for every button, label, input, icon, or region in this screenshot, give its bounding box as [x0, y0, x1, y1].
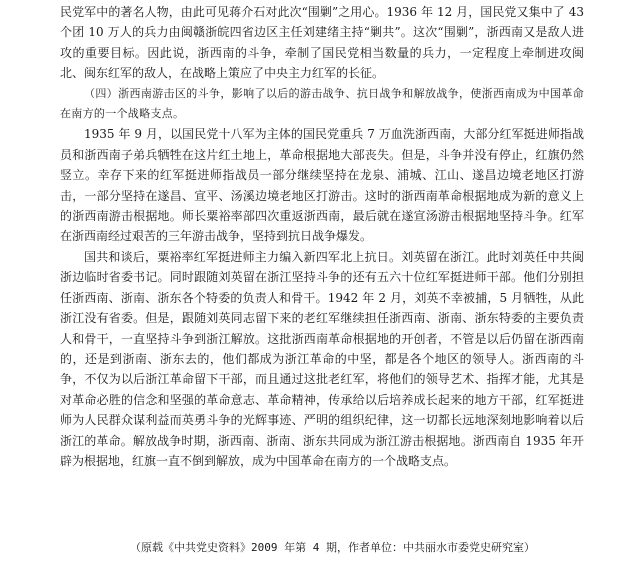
article-body — [60, 2, 584, 471]
paragraph-continued: 民党军中的著名人物，由此可见蒋介石对此次“围剿”之用心。1936 年 12 月，国民党又集中了 43 个团 10 万人的兵力由闽赣浙皖四省边区主任刘建绪主持“剿共”。这次“围剿”，浙西南又是敌人进攻的重要目标。因此说，浙西南的斗争，牵制了国民党相当数量的兵力，一定程度上牵制进攻闽北、闽东红军的敌人，在战略上策应了中央主力红军的长征。 — [60, 5, 584, 81]
section-subheading: （四）浙西南游击区的斗争，影响了以后的游击战争、抗日战争和解放战争，使浙西南成为中国革命在南方的一个战略支点。 — [60, 86, 584, 121]
source-citation: （原载《中共党史资料》2009 年第 4 期，作者单位：中共丽水市委党史研究室） — [130, 541, 535, 554]
paragraph: 1935 年 9 月，以国民党十八军为主体的国民党重兵 7 万血洗浙西南，大部分红军挺进师指战员和浙西南子弟兵牺牲在这片红土地上，革命根据地大部丧失。但是，斗争并没有停止，红旗仍然竖立。幸存下来的红军挺进师指战员一部分继续坚持在龙泉、浦城、江山、遂昌边境老地区打游击，一部分坚持在遂昌、宣平、汤溪边境老地区打游击。这时的浙西南革命根据地成为新的意义上的浙西南游击根据地。师长粟裕率部四次重返浙西南，最后就在遂宣汤游击根据地坚持斗争。红军在浙西南经过艰苦的三年游击战争，坚持到抗日战争爆发。 — [60, 127, 584, 244]
paragraph: 国共和谈后，粟裕率红军挺进师主力编入新四军北上抗日。刘英留在浙江。此时刘英任中共闽浙边临时省委书记。同时跟随刘英留在浙江坚持斗争的还有五六十位红军挺进师干部。他们分别担任浙西南、浙南、浙东各个特委的负责人和骨干。1942 年 2 月，刘英不幸被捕，5 月牺牲，从此浙江没有省委。但是，跟随刘英同志留下来的老红军继续担任浙西南、浙南、浙东特委的主要负责人和骨干，一直坚持斗争到浙江解放。这批浙西南革命根据地的开创者，不管是以后仍留在浙西南的，还是到浙南、浙东去的，他们都成为浙江革命的中坚，都是各个地区的领导人。浙西南的斗争，不仅为以后浙江革命留下干部，而且通过这批老红军，将他们的领导艺术、指挥才能，尤其是对革命必胜的信念和坚强的革命意志、革命精神，传承给以后培养成长起来的地方干部，红军挺进师为人民群众谋利益而英勇斗争的光辉事迹、严明的组织纪律，这一切都长远地深刻地影响着以后浙江的革命。解放战争时期，浙西南、浙南、浙东共同成为浙江游击根据地。浙西南自 1935 年开辟为根据地，红旗一直不倒到解放，成为中国革命在南方的一个战略支点。 — [60, 249, 584, 468]
